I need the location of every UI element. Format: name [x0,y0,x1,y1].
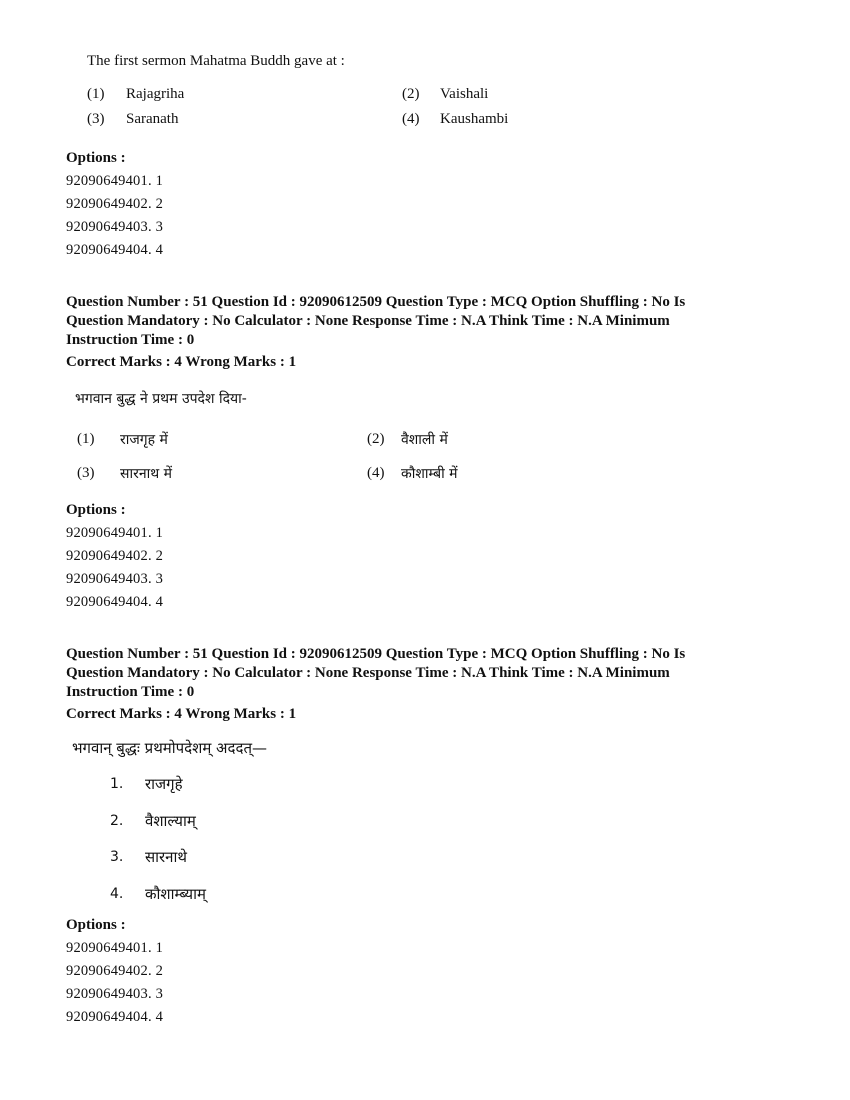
choice-number: 4. [110,886,124,902]
option-id: 92090649403. 3 [66,219,164,235]
options-label: Options : [66,917,126,933]
choice-number: (3) [87,111,105,127]
choice-number: (2) [402,86,420,102]
question-meta-line: Instruction Time : 0 [66,332,195,348]
option-id: 92090649404. 4 [66,1009,164,1025]
option-id: 92090649401. 1 [66,940,164,956]
option-id: 92090649401. 1 [66,525,164,541]
question-meta [66,293,786,350]
choice-number: 1. [110,776,124,792]
choice-text: Saranath [126,111,179,127]
choice-number: (4) [367,465,385,481]
choice-text: सारनाथ में [120,466,172,482]
option-id: 92090649402. 2 [66,548,164,564]
question-text-hindi: भगवान बुद्ध ने प्रथम उपदेश दिया- [75,391,247,407]
question-meta-line: Instruction Time : 0 [66,684,195,700]
question-meta-line: Question Number : 51 Question Id : 92090612509 Question Type : MCQ Option Shuffling : No Is [66,646,686,662]
choice-text: Kaushambi [440,111,509,127]
option-id: 92090649401. 1 [66,173,164,189]
marks-line: Correct Marks : 4 Wrong Marks : 1 [66,354,297,370]
options-label: Options : [66,502,126,518]
choice-text: राजगृह में [120,432,168,448]
choice-text: कौशाम्बी में [401,466,458,482]
question-text-english: The first sermon Mahatma Buddh gave at : [87,53,345,69]
option-id: 92090649404. 4 [66,242,164,258]
choice-number: (1) [77,431,95,447]
choice-text: वैशाली में [401,432,448,448]
option-id: 92090649404. 4 [66,594,164,610]
option-id: 92090649403. 3 [66,571,164,587]
choice-text: वैशाल्याम् [145,812,196,830]
choice-number: (3) [77,465,95,481]
question-meta-line: Question Number : 51 Question Id : 92090612509 Question Type : MCQ Option Shuffling : No Is [66,294,686,310]
question-text-sanskrit: भगवान् बुद्धः प्रथमोपदेशम् अददत्— [72,739,267,757]
option-id: 92090649403. 3 [66,986,164,1002]
question-meta-line: Question Mandatory : No Calculator : None Response Time : N.A Think Time : N.A Minimum [66,313,670,329]
choice-text: Vaishali [440,86,489,102]
choice-text: राजगृहे [145,775,183,793]
choice-text: कौशाम्ब्याम् [145,885,206,903]
option-id: 92090649402. 2 [66,196,164,212]
choice-text: Rajagriha [126,86,185,102]
choice-number: (4) [402,111,420,127]
option-id: 92090649402. 2 [66,963,164,979]
question-meta [66,645,786,702]
choice-number: (2) [367,431,385,447]
options-label: Options : [66,150,126,166]
choice-text: सारनाथे [145,848,187,866]
choice-number: (1) [87,86,105,102]
marks-line: Correct Marks : 4 Wrong Marks : 1 [66,706,297,722]
choice-number: 3. [110,849,124,865]
question-meta-line: Question Mandatory : No Calculator : None Response Time : N.A Think Time : N.A Minimum [66,665,670,681]
choice-number: 2. [110,813,124,829]
